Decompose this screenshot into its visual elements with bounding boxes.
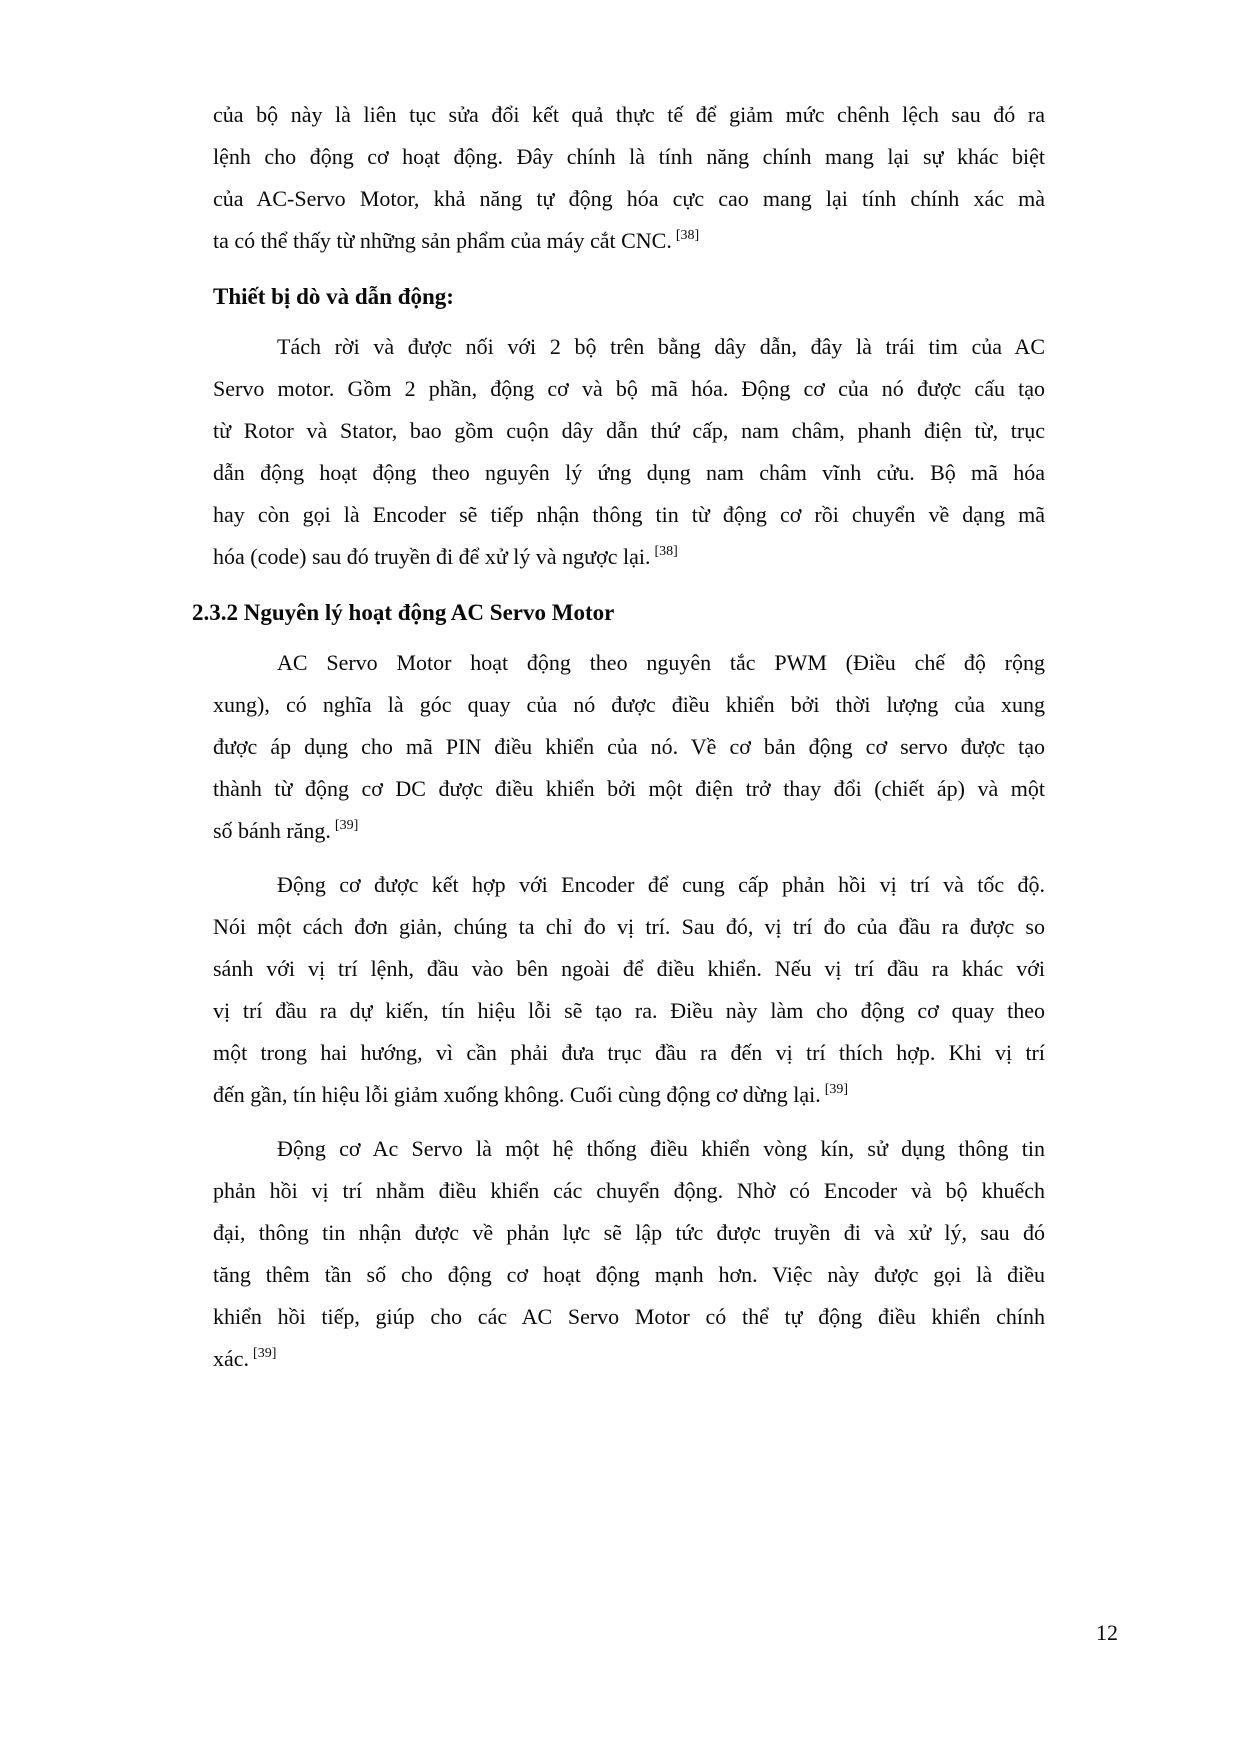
text-line: Nói một cách đơn giản, chúng ta chỉ đo vị trí. Sau đó, vị trí đo của đầu ra được so xyxy=(213,914,1045,939)
citation-ref: [38] xyxy=(675,227,700,243)
text-line: Servo motor. Gồm 2 phần, động cơ và bộ mã hóa. Động cơ của nó được cấu tạo xyxy=(213,376,1045,401)
text-line: sánh với vị trí lệnh, đầu vào bên ngoài để điều khiển. Nếu vị trí đầu ra khác với xyxy=(213,956,1045,981)
text-line: Động cơ Ac Servo là một hệ thống điều khiển vòng kín, sử dụng thông tin xyxy=(277,1136,1045,1161)
text-line: từ Rotor và Stator, bao gồm cuộn dây dẫn thứ cấp, nam châm, phanh điện từ, trục xyxy=(213,418,1045,443)
text-line-text: xác. xyxy=(213,1346,250,1371)
text-line: phản hồi vị trí nhằm điều khiển các chuyển động. Nhờ có Encoder và bộ khuếch xyxy=(213,1178,1045,1203)
text-line-text: hóa (code) sau đó truyền đi để xử lý và ngược lại. xyxy=(213,544,651,569)
text-line: hay còn gọi là Encoder sẽ tiếp nhận thông tin từ động cơ rồi chuyển về dạng mã xyxy=(213,502,1045,527)
text-line-text: ta có thể thấy từ những sản phẩm của máy cắt CNC. xyxy=(213,228,672,253)
paragraph xyxy=(213,642,1045,852)
paragraph xyxy=(213,326,1045,578)
text-line xyxy=(213,810,1045,852)
text-line: Tách rời và được nối với 2 bộ trên bằng dây dẫn, đây là trái tim của AC xyxy=(277,334,1045,359)
text-line: lệnh cho động cơ hoạt động. Đây chính là tính năng chính mang lại sự khác biệt xyxy=(213,144,1045,169)
page-number: 12 xyxy=(1096,1620,1118,1645)
paragraph xyxy=(213,94,1045,262)
section-heading-sensor-drive: Thiết bị dò và dẫn động: xyxy=(213,284,454,309)
text-line: của AC-Servo Motor, khả năng tự động hóa cực cao mang lại tính chính xác mà xyxy=(213,186,1045,211)
page-text-block xyxy=(192,94,1045,1380)
text-line: xung), có nghĩa là góc quay của nó được điều khiển bởi thời lượng của xung xyxy=(213,692,1045,717)
text-line: dẫn động hoạt động theo nguyên lý ứng dụng nam châm vĩnh cửu. Bộ mã hóa xyxy=(213,460,1045,485)
text-line: Động cơ được kết hợp với Encoder để cung cấp phản hồi vị trí và tốc độ. xyxy=(277,872,1045,897)
citation-ref: [39] xyxy=(253,1345,277,1361)
paragraph xyxy=(213,1128,1045,1380)
text-line: thành từ động cơ DC được điều khiển bởi một điện trở thay đổi (chiết áp) và một xyxy=(213,776,1045,801)
text-line xyxy=(213,220,1045,262)
citation-ref: [39] xyxy=(334,817,359,833)
text-line-text: đến gần, tín hiệu lỗi giảm xuống không. Cuối cùng động cơ dừng lại. xyxy=(213,1082,821,1107)
text-line: vị trí đầu ra dự kiến, tín hiệu lỗi sẽ tạo ra. Điều này làm cho động cơ quay theo xyxy=(213,998,1045,1023)
text-line: AC Servo Motor hoạt động theo nguyên tắc PWM (Điều chế độ rộng xyxy=(277,650,1045,675)
citation-ref: [39] xyxy=(824,1081,849,1097)
text-line: một trong hai hướng, vì cần phải đưa trục đầu ra đến vị trí thích hợp. Khi vị trí xyxy=(213,1040,1045,1065)
text-line xyxy=(213,1074,1045,1116)
text-line: khiển hồi tiếp, giúp cho các AC Servo Motor có thể tự động điều khiển chính xyxy=(213,1304,1045,1329)
paragraph xyxy=(213,864,1045,1116)
section-heading-2-3-2: 2.3.2 Nguyên lý hoạt động AC Servo Motor xyxy=(192,600,615,625)
citation-ref: [38] xyxy=(654,543,678,559)
text-line xyxy=(213,536,1045,578)
text-line: được áp dụng cho mã PIN điều khiển của nó. Về cơ bản động cơ servo được tạo xyxy=(213,734,1045,759)
text-line: tăng thêm tần số cho động cơ hoạt động mạnh hơn. Việc này được gọi là điều xyxy=(213,1262,1045,1287)
text-line-text: số bánh răng. xyxy=(213,818,331,843)
text-line: đại, thông tin nhận được về phản lực sẽ lập tức được truyền đi và xử lý, sau đó xyxy=(213,1220,1045,1245)
text-line xyxy=(213,1338,1045,1380)
text-line: của bộ này là liên tục sửa đổi kết quả thực tế để giảm mức chênh lệch sau đó ra xyxy=(213,102,1045,127)
